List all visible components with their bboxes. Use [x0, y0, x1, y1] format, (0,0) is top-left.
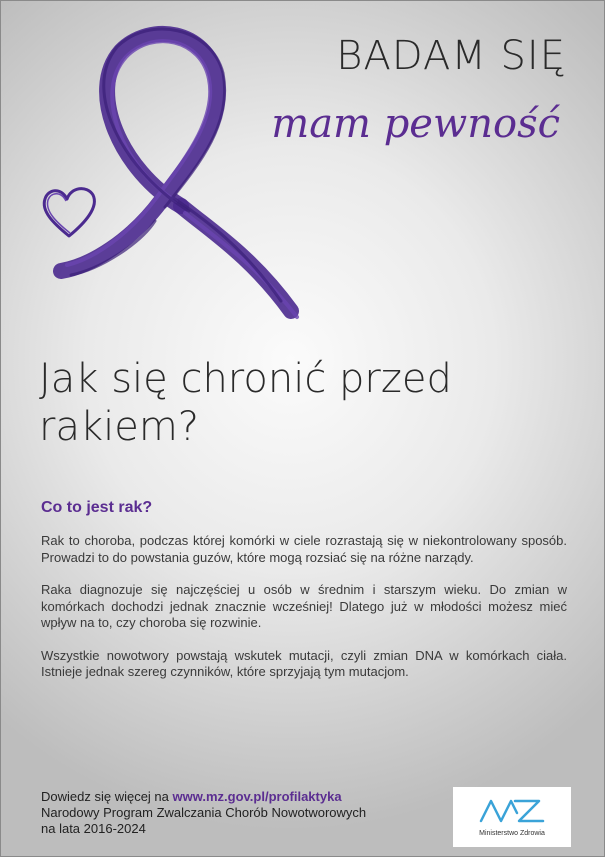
paragraph: Wszystkie nowotwory powstają wskutek mutacji, czyli zmian DNA w komórkach ciała. Istnieje jednak szereg czynników, które sprzyjają tym mutacjom.: [41, 647, 567, 679]
headline: Jak się chronić przed rakiem?: [39, 356, 452, 450]
ministry-logo-icon: [453, 787, 571, 831]
more-info-link[interactable]: www.mz.gov.pl/profilaktyka: [172, 789, 342, 804]
more-info-prefix: Dowiedz się więcej na: [41, 789, 173, 804]
logo-caption: Ministerstwo Zdrowia: [479, 830, 545, 837]
footer-info: [41, 789, 441, 837]
paragraph: Raka diagnozuje się najczęściej u osób w średnim i starszym wieku. Do zmian w komórkach dochodzi jednak znacznie wcześniej! Dlatego już w młodości możesz mieć wpływ na to, czy choroba się rozwinie.: [41, 582, 567, 630]
section-title: Co to jest rak?: [41, 499, 153, 516]
more-info-line: [41, 789, 441, 805]
program-years: na lata 2016-2024: [41, 821, 146, 836]
poster-title: BADAM SIĘ: [336, 33, 566, 79]
body-text: [41, 533, 567, 697]
poster-subtitle: mam pewność: [271, 101, 560, 147]
awareness-ribbon-icon: [31, 21, 321, 321]
program-name: Narodowy Program Zwalczania Chorób Nowotworowych: [41, 805, 367, 820]
paragraph: Rak to choroba, podczas której komórki w ciele rozrastają się w niekontrolowany sposób. Prowadzi to do powstania guzów, które mogą rozsiać się na różne narządy.: [41, 533, 567, 565]
heart-icon: [39, 181, 99, 243]
ministry-logo: [453, 787, 571, 847]
